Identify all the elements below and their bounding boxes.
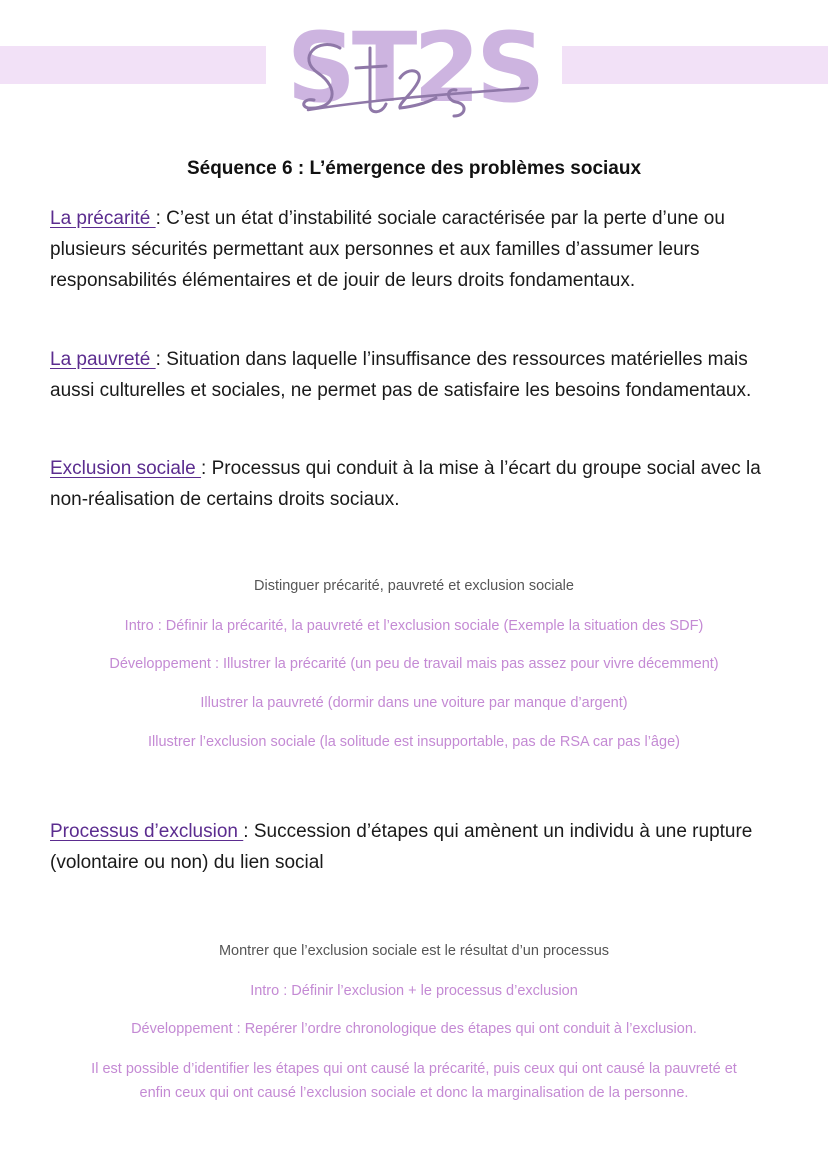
plan1-line: Illustrer la pauvreté (dormir dans une voiture par manque d’argent) [200, 695, 628, 711]
definition-pauvrete [50, 344, 790, 406]
plan1-line: Illustrer l’exclusion sociale (la solitude est insupportable, pas de RSA car pas l’âge) [148, 734, 680, 750]
definition-text: : Processus qui conduit à la mise à l’écart du groupe social avec la non-réalisation de certains droits sociaux. [50, 458, 761, 510]
header-band-left [0, 46, 266, 84]
term-processus-exclusion: Processus d’exclusion [50, 821, 244, 842]
plan1-line: Intro : Définir la précarité, la pauvreté et l’exclusion sociale (Exemple la situation des SDF) [124, 618, 704, 634]
definition-text: : Succession d’étapes qui amènent un individu à une rupture (volontaire ou non) du lien social [50, 821, 753, 873]
st2s-logo [278, 12, 550, 128]
logo-big-text: ST2S [286, 12, 542, 124]
plan2-line: Intro : Définir l’exclusion + le processus d’exclusion [250, 983, 578, 999]
logo-script-signature [278, 12, 550, 128]
term-exclusion-sociale: Exclusion sociale [50, 458, 202, 479]
definition-processus-exclusion [50, 816, 790, 878]
page-title: Séquence 6 : L’émergence des problèmes sociaux [186, 158, 642, 179]
definition-text: : Situation dans laquelle l’insuffisance des ressources matérielles mais aussi culturelles et sociales, ne permet pas de satisfaire les besoins fondamentaux. [50, 349, 752, 401]
definition-exclusion-sociale [50, 453, 790, 515]
plan2-line: enfin ceux qui ont causé l’exclusion sociale et donc la marginalisation de la personne. [139, 1085, 689, 1101]
plan1-heading: Distinguer précarité, pauvreté et exclusion sociale [254, 578, 574, 594]
plan2-line: Développement : Repérer l’ordre chronologique des étapes qui ont conduit à l’exclusion. [131, 1021, 697, 1037]
term-precarite: La précarité [50, 208, 156, 229]
header-band-right [562, 46, 828, 84]
plan1-line: Développement : Illustrer la précarité (un peu de travail mais pas assez pour vivre décemment) [109, 656, 719, 672]
definition-text: : C’est un état d’instabilité sociale caractérisée par la perte d’une ou plusieurs sécurités permettant aux personnes et aux familles d’assumer leurs responsabilités élémentaires et de jouir de leurs droits fondamentaux. [50, 208, 725, 291]
plan2-heading: Montrer que l’exclusion sociale est le résultat d’un processus [218, 943, 610, 959]
term-pauvrete: La pauvreté [50, 349, 156, 370]
definition-precarite [50, 203, 790, 296]
plan2-line: Il est possible d’identifier les étapes qui ont causé la précarité, puis ceux qui ont causé la pauvreté et [91, 1061, 737, 1077]
